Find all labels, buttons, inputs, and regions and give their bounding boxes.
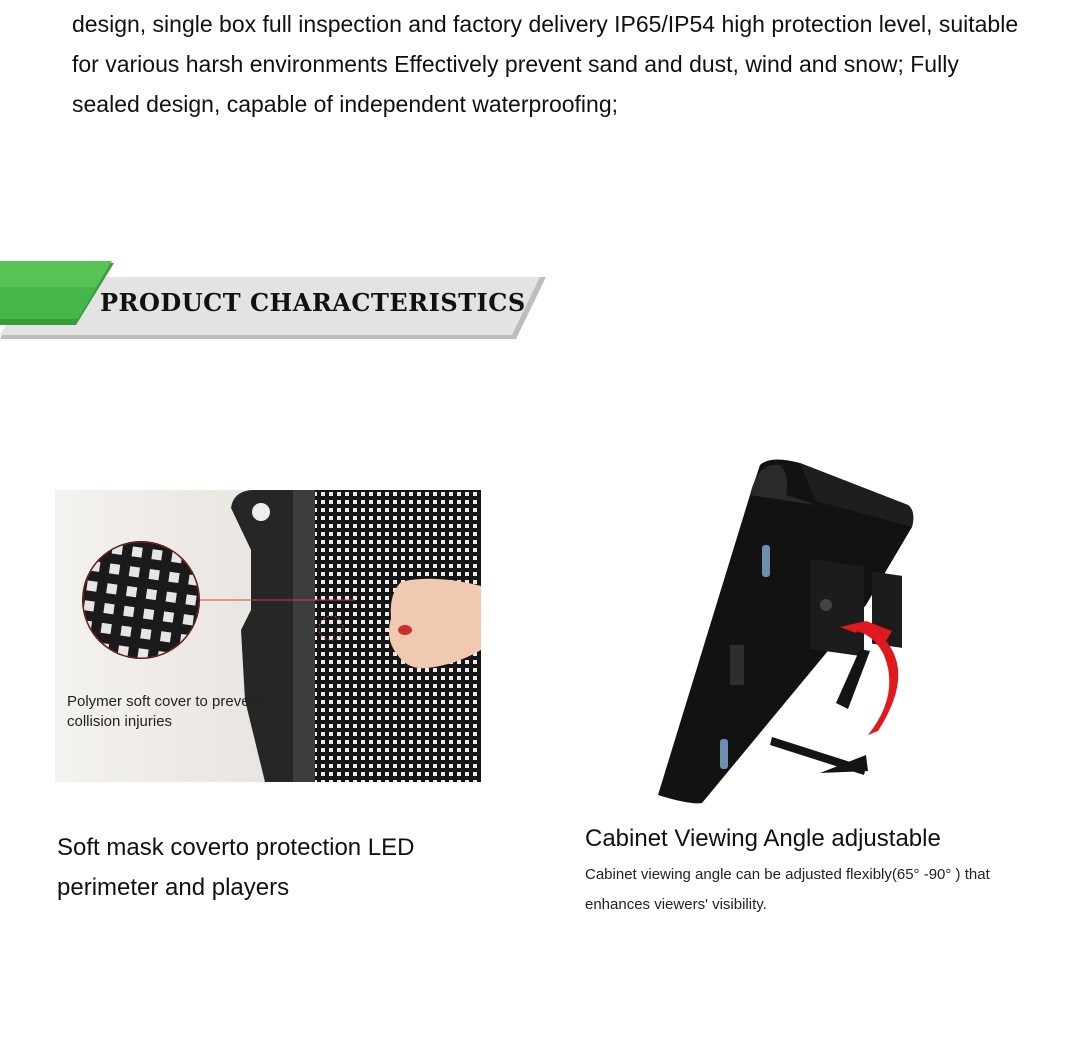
feature-viewing-angle-description: Cabinet viewing angle can be adjusted flexibly(65° -90° ) that enhances viewers' visibility. [585, 866, 990, 913]
section-title: PRODUCT CHARACTERISTICS [100, 288, 526, 317]
intro-paragraph: design, single box full inspection and factory delivery IP65/IP54 high protection level, suitable for various harsh environments Effectively prevent sand and dust, wind and snow; Fully sealed design, capable of independent waterproofing; [72, 11, 1019, 117]
section-header-banner [0, 255, 560, 350]
feature-viewing-angle-title: Cabinet Viewing Angle adjustable [585, 825, 941, 852]
image-caption: Polymer soft cover to prevent collision injuries [67, 693, 263, 730]
soft-cover-image [55, 490, 481, 782]
feature-soft-mask-title: Soft mask coverto protection LED perimeter and players [57, 834, 415, 901]
cabinet-illustration [640, 455, 930, 815]
led-panel-illustration [55, 490, 481, 782]
cabinet-image [640, 455, 930, 815]
